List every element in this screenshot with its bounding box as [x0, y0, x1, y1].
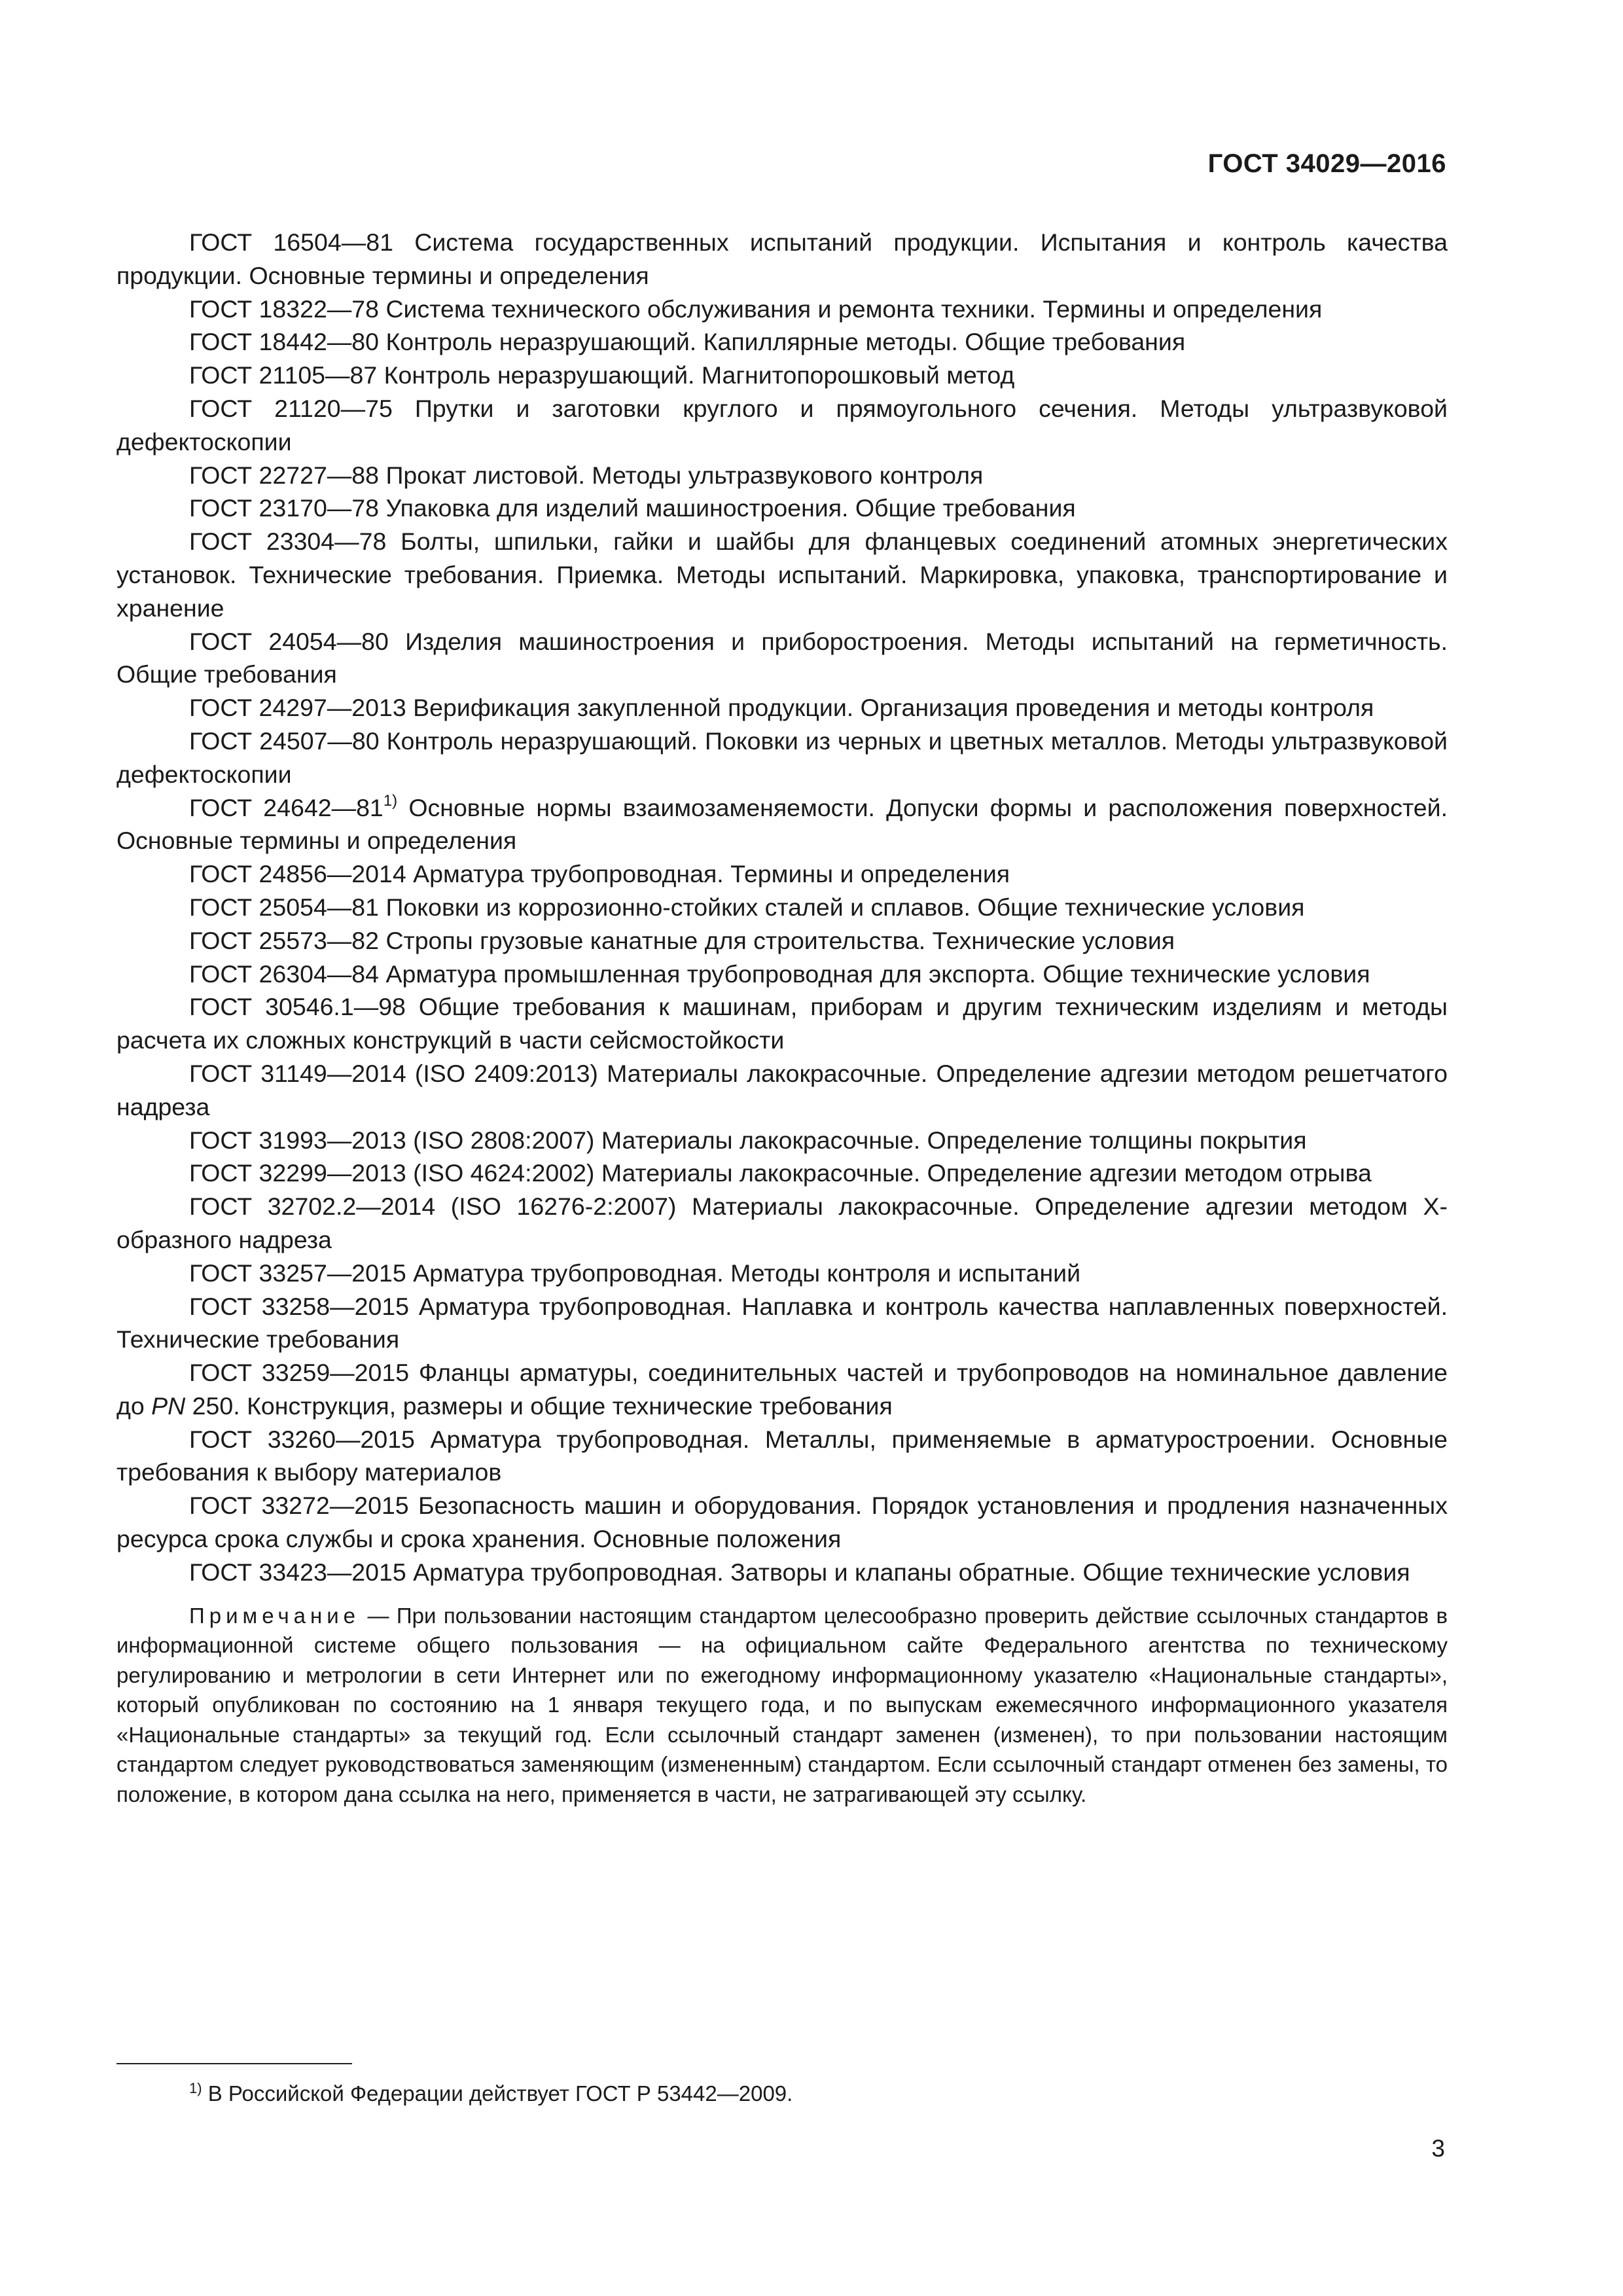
reference-entry: ГОСТ 25054—81 Поковки из коррозионно-стойких сталей и сплавов. Общие технические условия: [189, 893, 1305, 921]
reference-entry: ГОСТ 24054—80 Изделия машиностроения и приборостроения. Методы испытаний на герметичность. Общие требования: [116, 627, 1448, 689]
reference-entry: ГОСТ 23170—78 Упаковка для изделий машиностроения. Общие требования: [189, 494, 1076, 522]
reference-entry: ГОСТ 24507—80 Контроль неразрушающий. Поковки из черных и цветных металлов. Методы ультразвуковой дефектоскопии: [116, 726, 1448, 788]
footnote: $^{1)}$ В Российской Федерации действует ГОСТ Р 53442—2009.: [189, 2080, 793, 2106]
reference-entry: ГОСТ 33423—2015 Арматура трубопроводная. Затворы и клапаны обратные. Общие технические условия: [189, 1558, 1410, 1586]
reference-entry: ГОСТ 33272—2015 Безопасность машин и оборудования. Порядок установления и продления назначенных ресурса срока службы и срока хранения. Основные положения: [116, 1492, 1448, 1553]
references-list: [116, 226, 1448, 1831]
reference-entry: ГОСТ 16504—81 Система государственных испытаний продукции. Испытания и контроль качества продукции. Основные термины и определения: [116, 228, 1448, 289]
note-text: — При пользовании настоящим стандартом целесообразно проверить действие ссылочных стандартов в информационной системе общего пользования — на официальном сайте Федерального агентства по техническому регулированию и метрологии в сети Интернет или по ежегодному информационному указателю «Национальные стандарты», который опубликован по состоянию на 1 января текущего года, и по выпускам ежемесячного информационного указателя «Национальные стандарты» за текущий год. Если ссылочный стандарт заменен (изменен), то при пользовании настоящим стандартом следует руководствоваться заменяющим (измененным) стандартом. Если ссылочный стандарт отменен без замены, то положение, в котором дана ссылка на него, применяется в части, не затрагивающей эту ссылку.: [116, 1603, 1448, 1806]
reference-entry: ГОСТ 31993—2013 (ISO 2808:2007) Материалы лакокрасочные. Определение толщины покрытия: [189, 1126, 1307, 1154]
reference-entry: ГОСТ 26304—84 Арматура промышленная трубопроводная для экспорта. Общие технические условия: [189, 960, 1370, 988]
reference-entry: ГОСТ 32299—2013 (ISO 4624:2002) Материалы лакокрасочные. Определение адгезии методом отрыва: [189, 1159, 1372, 1187]
reference-entry: ГОСТ 24297—2013 Верификация закупленной продукции. Организация проведения и методы контроля: [189, 694, 1374, 722]
note-paragraph: [116, 1601, 1448, 1810]
reference-entry: ГОСТ 18442—80 Контроль неразрушающий. Капиллярные методы. Общие требования: [189, 328, 1186, 356]
reference-entry: ГОСТ 33257—2015 Арматура трубопроводная. Методы контроля и испытаний: [189, 1259, 1081, 1287]
note-label: Примечание: [189, 1603, 361, 1628]
reference-entry: ГОСТ 25573—82 Стропы грузовые канатные для строительства. Технические условия: [189, 926, 1175, 954]
footnote-separator: [116, 2063, 352, 2064]
reference-entry: ГОСТ 31149—2014 (ISO 2409:2013) Материалы лакокрасочные. Определение адгезии методом решетчатого надреза: [116, 1059, 1448, 1121]
reference-entry: ГОСТ 21105—87 Контроль неразрушающий. Магнитопорошковый метод: [189, 361, 1015, 389]
reference-entry: ГОСТ 32702.2—2014 (ISO 16276-2:2007) Материалы лакокрасочные. Определение адгезии методом Х-образного надреза: [116, 1193, 1448, 1253]
footnote-marker-label: 1): [189, 2080, 202, 2096]
footnote-marker[interactable]: 1): [383, 792, 398, 810]
reference-entry: ГОСТ 33260—2015 Арматура трубопроводная. Металлы, применяемые в арматуростроении. Основные требования к выбору материалов: [116, 1425, 1448, 1486]
reference-entry: ГОСТ 21120—75 Прутки и заготовки круглого и прямоугольного сечения. Методы ультразвуковой дефектоскопии: [116, 394, 1448, 456]
reference-entry: ГОСТ 33258—2015 Арматура трубопроводная. Наплавка и контроль качества наплавленных поверхностей. Технические требования: [116, 1292, 1448, 1354]
reference-entry: ГОСТ 30546.1—98 Общие требования к машинам, приборам и другим техническим изделиям и методы расчета их сложных конструкций в части сейсмостойкости: [116, 993, 1448, 1054]
reference-entry: ГОСТ 24642—81$^{1)}$ Основные нормы взаимозаменяемости. Допуски формы и расположения поверхностей. Основные термины и определения: [116, 792, 1448, 855]
reference-entry: ГОСТ 23304—78 Болты, шпильки, гайки и шайбы для фланцевых соединений атомных энергетических установок. Технические требования. Приемка. Методы испытаний. Маркировка, упаковка, транспортирование и хранение: [116, 528, 1448, 622]
document-header: ГОСТ 34029—2016: [1207, 149, 1446, 178]
reference-entry: ГОСТ 33259—2015 Фланцы арматуры, соединительных частей и трубопроводов на номинальное давление до PN 250. Конструкция, размеры и общие технические требования: [116, 1359, 1448, 1420]
reference-entry: ГОСТ 22727—88 Прокат листовой. Методы ультразвукового контроля: [189, 461, 984, 489]
page-number: 3: [1431, 2135, 1445, 2162]
reference-entry: ГОСТ 18322—78 Система технического обслуживания и ремонта техники. Термины и определения: [189, 295, 1323, 323]
reference-entry: ГОСТ 24856—2014 Арматура трубопроводная. Термины и определения: [189, 860, 1010, 888]
